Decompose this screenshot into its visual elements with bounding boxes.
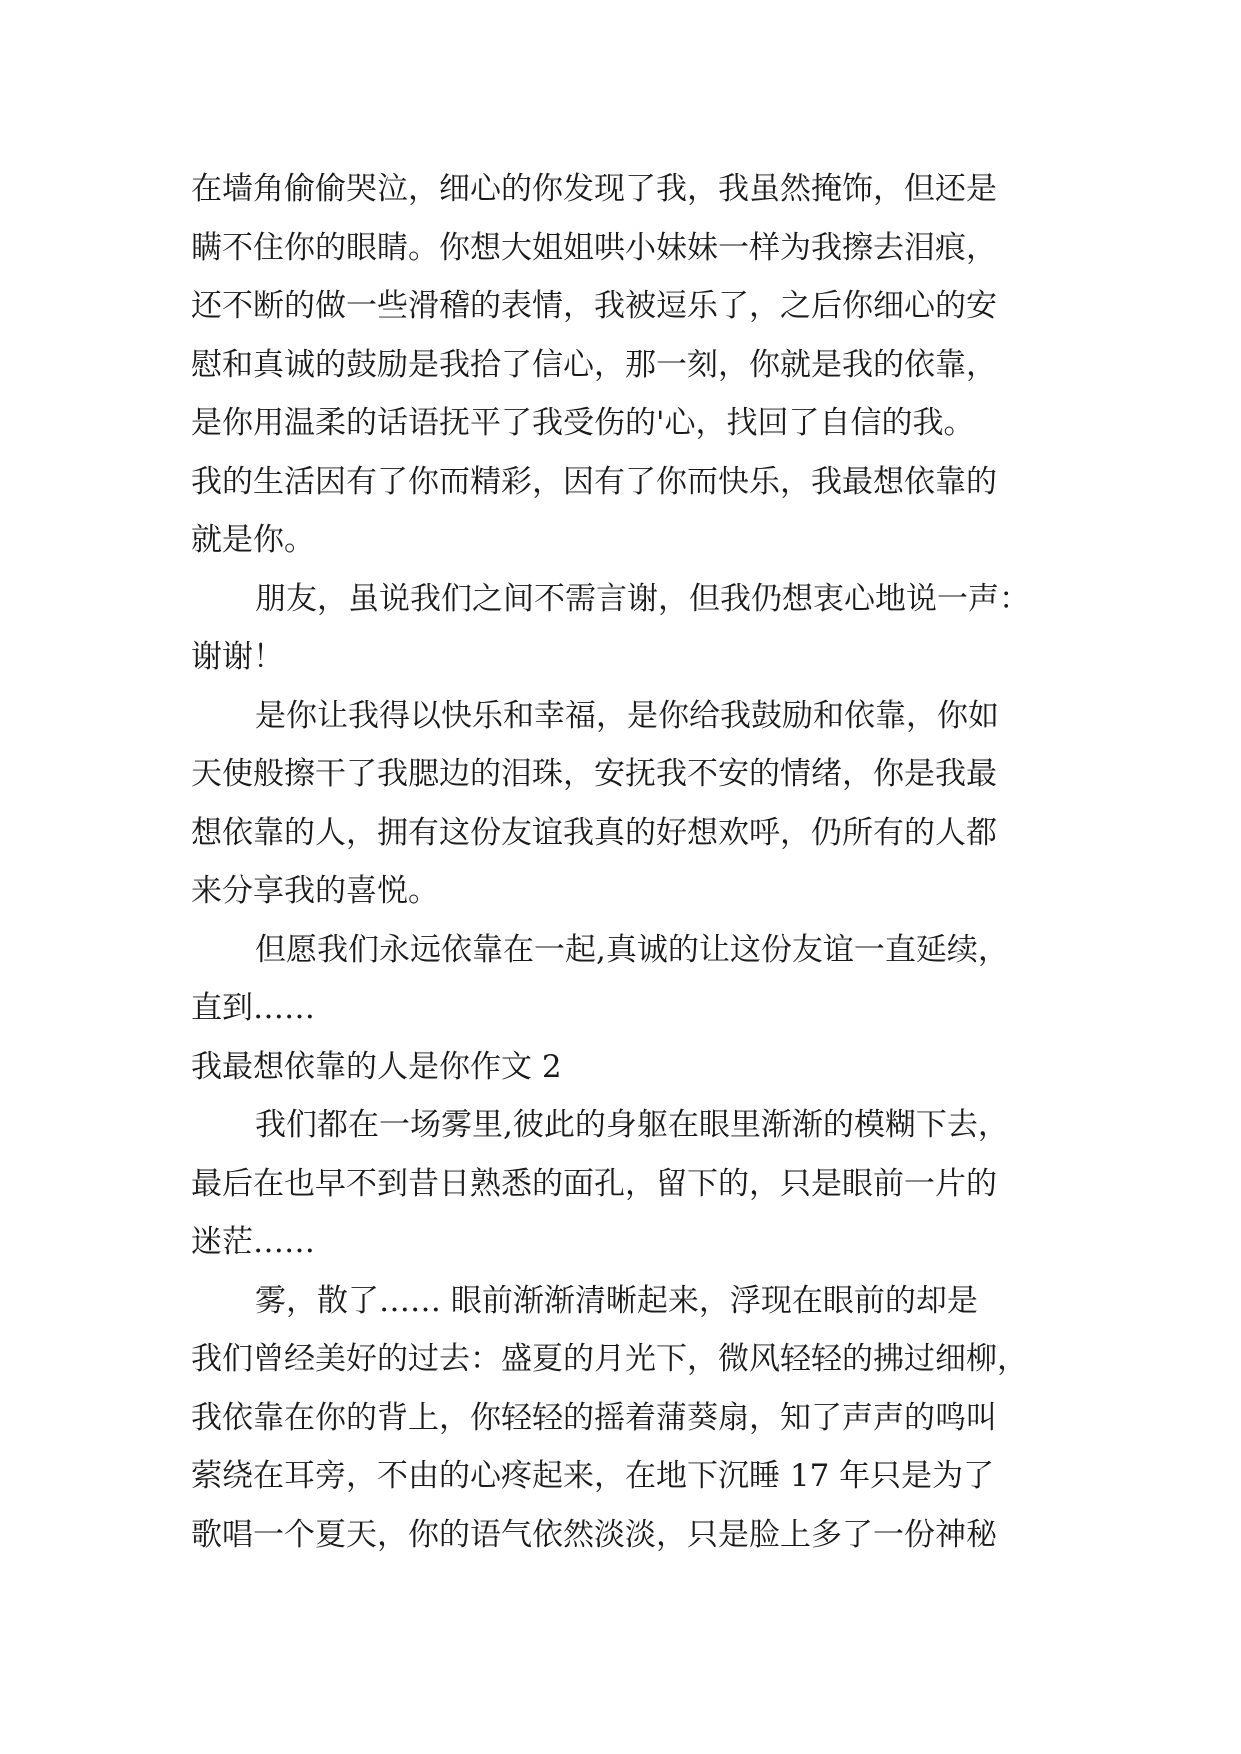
- text-line: 最后在也早不到昔日熟悉的面孔，留下的，只是眼前一片的: [191, 1165, 997, 1202]
- text-line: 我依靠在你的背上，你轻轻的摇着蒲葵扇，知了声声的鸣叫: [191, 1399, 997, 1436]
- text-line: 直到……: [191, 990, 315, 1026]
- paragraph-start-line: 雾，散了…… 眼前渐渐清晰起来，浮现在眼前的却是: [255, 1282, 978, 1319]
- document-body: [191, 160, 1061, 1564]
- text-line: 就是你。: [191, 522, 315, 558]
- text-line: 迷茫……: [191, 1224, 315, 1260]
- text-line: 我的生活因有了你而精彩，因有了你而快乐，我最想依靠的: [191, 463, 997, 500]
- text-line: 瞒不住你的眼睛。你想大姐姐哄小妹妹一样为我擦去泪痕，: [191, 229, 997, 266]
- text-line: 谢谢！: [191, 639, 284, 675]
- text-line: 慰和真诚的鼓励是我拾了信心，那一刻，你就是我的依靠，: [191, 346, 997, 383]
- paragraph-start-line: 我们都在一场雾里,彼此的身躯在眼里渐渐的模糊下去，: [255, 1107, 1009, 1143]
- text-line: 在墙角偷偷哭泣，细心的你发现了我，我虽然掩饰，但还是: [191, 171, 997, 207]
- paragraph-start-line: 朋友，虽说我们之间不需言谢，但我仍想衷心地说一声：: [255, 580, 1030, 617]
- text-line: 歌唱一个夏天，你的语气依然淡淡，只是脸上多了一份神秘: [191, 1516, 997, 1553]
- text-line: 想依靠的人，拥有这份友谊我真的好想欢呼，仍所有的人都: [191, 814, 997, 851]
- text-line: 天使般擦干了我腮边的泪珠，安抚我不安的情绪，你是我最: [191, 756, 997, 792]
- text-line: 我们曾经美好的过去：盛夏的月光下，微风轻轻的拂过细柳，: [191, 1341, 1028, 1377]
- text-line: 萦绕在耳旁，不由的心疼起来，在地下沉睡 17 年只是为了: [191, 1458, 995, 1494]
- text-line: 来分享我的喜悦。: [191, 873, 439, 909]
- text-line: 是你用温柔的话语抚平了我受伤的'心，找回了自信的我。: [191, 405, 975, 441]
- paragraph-start-line: 但愿我们永远依靠在一起,真诚的让这份友谊一直延续，: [255, 931, 1009, 968]
- text-line: 还不断的做一些滑稽的表情，我被逗乐了，之后你细心的安: [191, 288, 997, 324]
- paragraph-start-line: 是你让我得以快乐和幸福，是你给我鼓励和依靠，你如: [255, 697, 999, 734]
- section-heading: 我最想依靠的人是你作文 2: [191, 1048, 562, 1085]
